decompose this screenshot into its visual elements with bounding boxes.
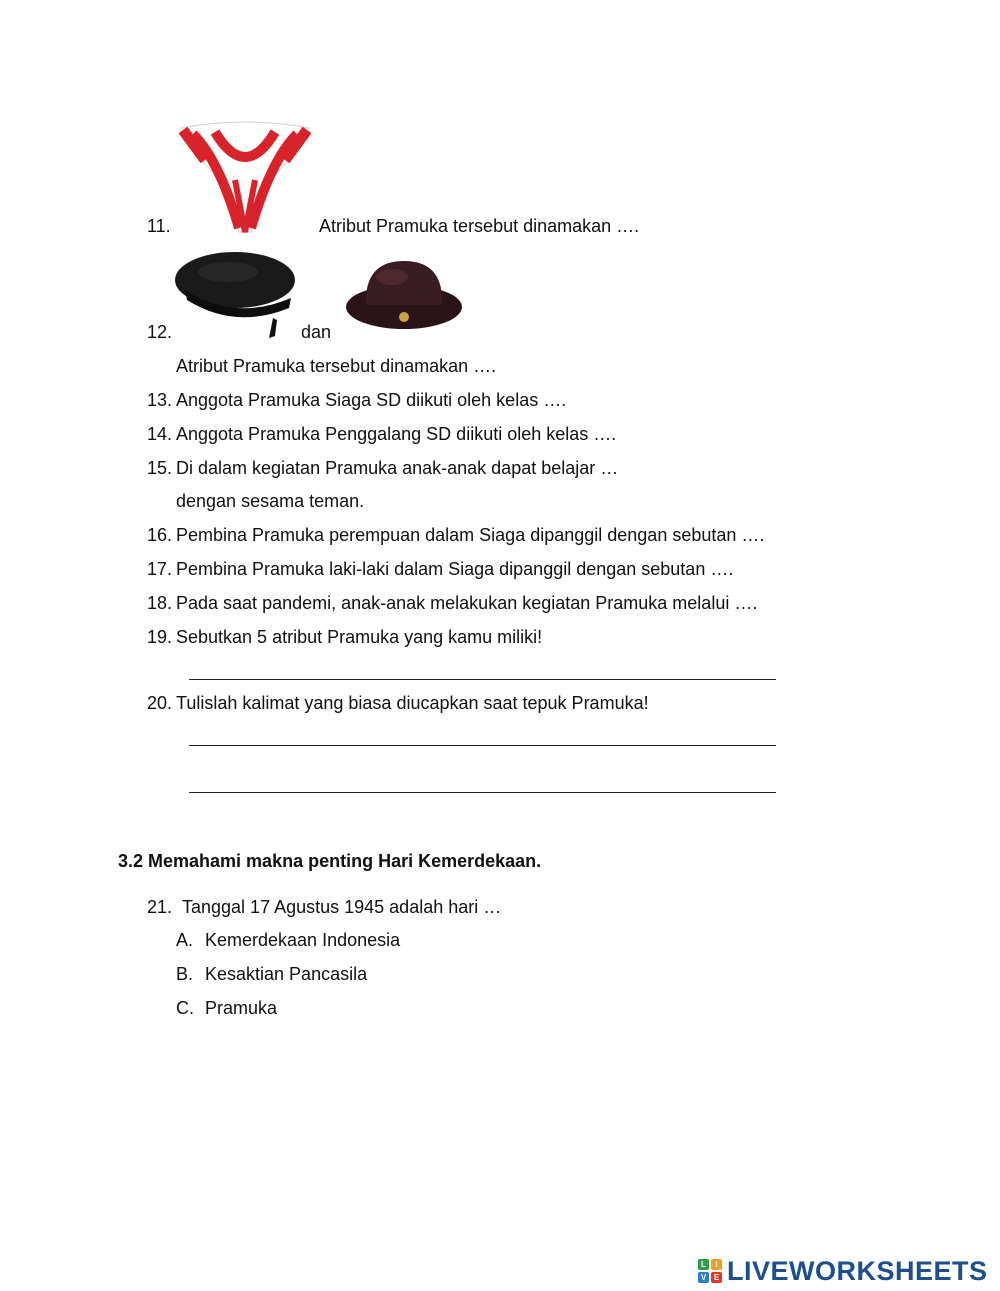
question-11-number: 11. (147, 216, 171, 236)
logo-letter-e: E (711, 1272, 722, 1283)
black-beret-image (173, 250, 298, 340)
question-21-text: Tanggal 17 Agustus 1945 adalah hari … (182, 897, 502, 917)
question-13-text: Anggota Pramuka Siaga SD diikuti oleh kelas …. (176, 390, 567, 410)
question-17-text: Pembina Pramuka laki-laki dalam Siaga dipanggil dengan sebutan …. (176, 559, 734, 579)
logo-letter-v: V (698, 1272, 709, 1283)
option-c-text[interactable]: Pramuka (205, 998, 278, 1018)
option-a-letter: A. (176, 930, 194, 950)
question-20-text: Tulislah kalimat yang biasa diucapkan saat tepuk Pramuka! (176, 693, 649, 713)
answer-line-20b[interactable] (189, 792, 776, 793)
question-17-number: 17. (147, 559, 173, 579)
answer-line-19[interactable] (189, 679, 776, 680)
option-b-text[interactable]: Kesaktian Pancasila (205, 964, 368, 984)
question-12-number: 12. (147, 322, 173, 342)
logo-letter-l: L (698, 1259, 709, 1270)
logo-text: LIVEWORKSHEETS (727, 1255, 988, 1286)
question-15-number: 15. (147, 458, 173, 478)
question-19-number: 19. (147, 627, 173, 647)
question-14-text: Anggota Pramuka Penggalang SD diikuti oleh kelas …. (176, 424, 617, 444)
option-a-text[interactable]: Kemerdekaan Indonesia (205, 930, 401, 950)
question-14-number: 14. (147, 424, 173, 444)
question-21-number: 21. (147, 897, 173, 917)
question-13-number: 13. (147, 390, 173, 410)
answer-line-20a[interactable] (189, 745, 776, 746)
question-12-text: Atribut Pramuka tersebut dinamakan …. (176, 356, 497, 376)
question-16-number: 16. (147, 525, 173, 545)
question-12-dan: dan (301, 322, 332, 342)
section-title: 3.2 Memahami makna penting Hari Kemerdekaan. (118, 851, 542, 871)
logo-mark-icon (698, 1259, 722, 1283)
question-15-text-continued: dengan sesama teman. (176, 491, 365, 511)
question-18-number: 18. (147, 593, 173, 613)
question-16-text: Pembina Pramuka perempuan dalam Siaga dipanggil dengan sebutan …. (176, 525, 765, 545)
liveworksheets-logo (698, 1256, 988, 1286)
question-18-text: Pada saat pandemi, anak-anak melakukan kegiatan Pramuka melalui …. (176, 593, 758, 613)
question-15-text: Di dalam kegiatan Pramuka anak-anak dapat belajar … (176, 458, 619, 478)
scout-scarf-image (179, 120, 311, 235)
option-c-letter: C. (176, 998, 194, 1018)
question-19-text: Sebutkan 5 atribut Pramuka yang kamu miliki! (176, 627, 543, 647)
question-20-number: 20. (147, 693, 173, 713)
brown-hat-image (344, 255, 464, 335)
option-b-letter: B. (176, 964, 194, 984)
logo-letter-i: I (711, 1259, 722, 1270)
question-11-text: Atribut Pramuka tersebut dinamakan …. (319, 216, 640, 236)
